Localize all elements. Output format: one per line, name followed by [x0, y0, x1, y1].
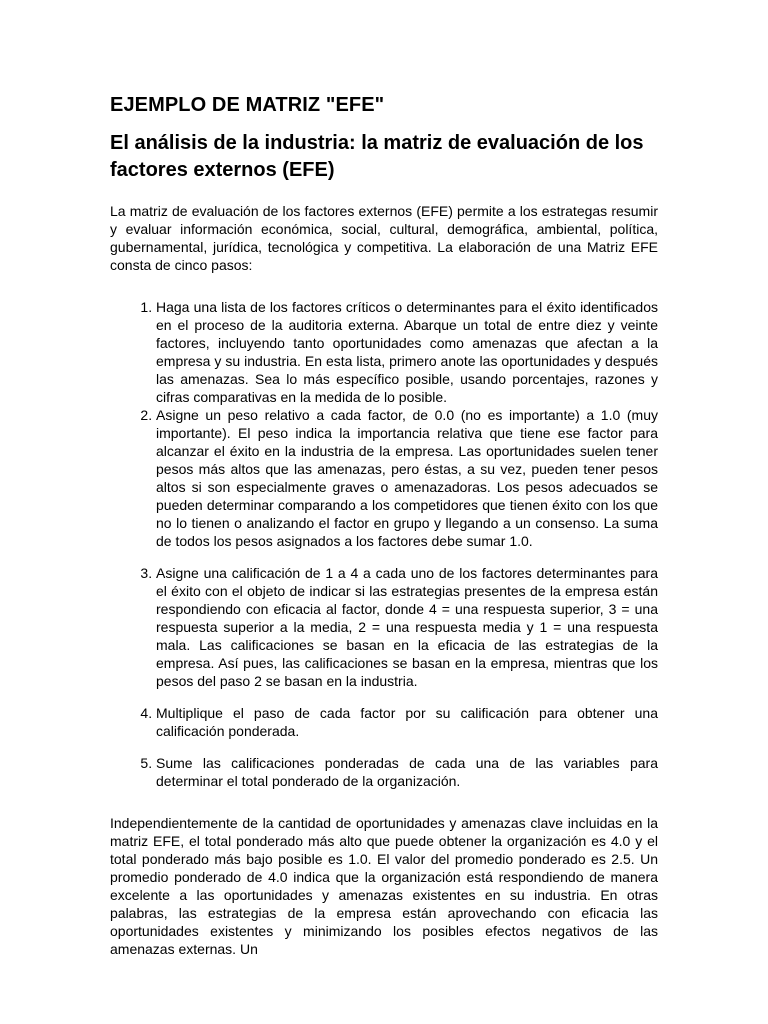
- step-item-5: 5. Sume las calificaciones ponderadas de cada una de las variables para determinar el total ponderado de la organización.: [156, 754, 658, 790]
- step-item-4: 4. Multiplique el paso de cada factor por su calificación para obtener una calificación ponderada.: [156, 704, 658, 740]
- step-item-2: 2. Asigne un peso relativo a cada factor, de 0.0 (no es importante) a 1.0 (muy importante). El peso indica la importancia relativa que tiene ese factor para alcanzar el éxito en la industria de la empresa. Las oportunidades suelen tener pesos más altos que las amenazas, pero éstas, a su vez, pueden tener pesos altos si son especialmente graves o amenazadoras. Los pesos adecuados se pueden determinar comparando a los competidores que tienen éxito con los que no lo tienen o analizando el factor en grupo y llegando a un consenso. La suma de todos los pesos asignados a los factores debe sumar 1.0.: [156, 406, 658, 550]
- closing-paragraph: Independientemente de la cantidad de oportunidades y amenazas clave incluidas en la matriz EFE, el total ponderado más alto que puede obtener la organización es 4.0 y el total ponderado más bajo posible es 1.0. El valor del promedio ponderado es 2.5. Un promedio ponderado de 4.0 indica que la organización está respondiendo de manera excelente a las oportunidades y amenazas existentes en su industria. En otras palabras, las estrategias de la empresa están aprovechando con eficacia las oportunidades existentes y minimizando los posibles efectos negativos de las amenazas externas. Un: [110, 815, 658, 957]
- document-subtitle: El análisis de la industria: la matriz de evaluación de los factores externos (EFE): [110, 132, 644, 181]
- step-item-1: 1. Haga una lista de los factores críticos o determinantes para el éxito identificados en el proceso de la auditoria externa. Abarque un total de entre diez y veinte factores, incluyendo tanto oportunidades como amenazas que afectan a la empresa y su industria. En esta lista, primero anote las oportunidades y después las amenazas. Sea lo más específico posible, usando porcentajes, razones y cifras comparativas en la medida de lo posible.: [156, 298, 658, 406]
- intro-paragraph: La matriz de evaluación de los factores externos (EFE) permite a los estrategas resumir y evaluar información económica, social, cultural, demográfica, ambiental, política, gubernamental, jurídica, tecnológica y competitiva. La elaboración de una Matriz EFE consta de cinco pasos:: [110, 203, 658, 273]
- document-title: EJEMPLO DE MATRIZ "EFE": [110, 94, 385, 116]
- step-item-3: 3. Asigne una calificación de 1 a 4 a cada uno de los factores determinantes para el éxito con el objeto de indicar si las estrategias presentes de la empresa están respondiendo con eficacia al factor, donde 4 = una respuesta superior, 3 = una respuesta superior a la media, 2 = una respuesta media y 1 = una respuesta mala. Las calificaciones se basan en la eficacia de las estrategias de la empresa. Así pues, las calificaciones se basan en la empresa, mientras que los pesos del paso 2 se basan en la industria.: [156, 564, 658, 690]
- steps-list: [110, 298, 658, 790]
- document-content: [110, 92, 658, 958]
